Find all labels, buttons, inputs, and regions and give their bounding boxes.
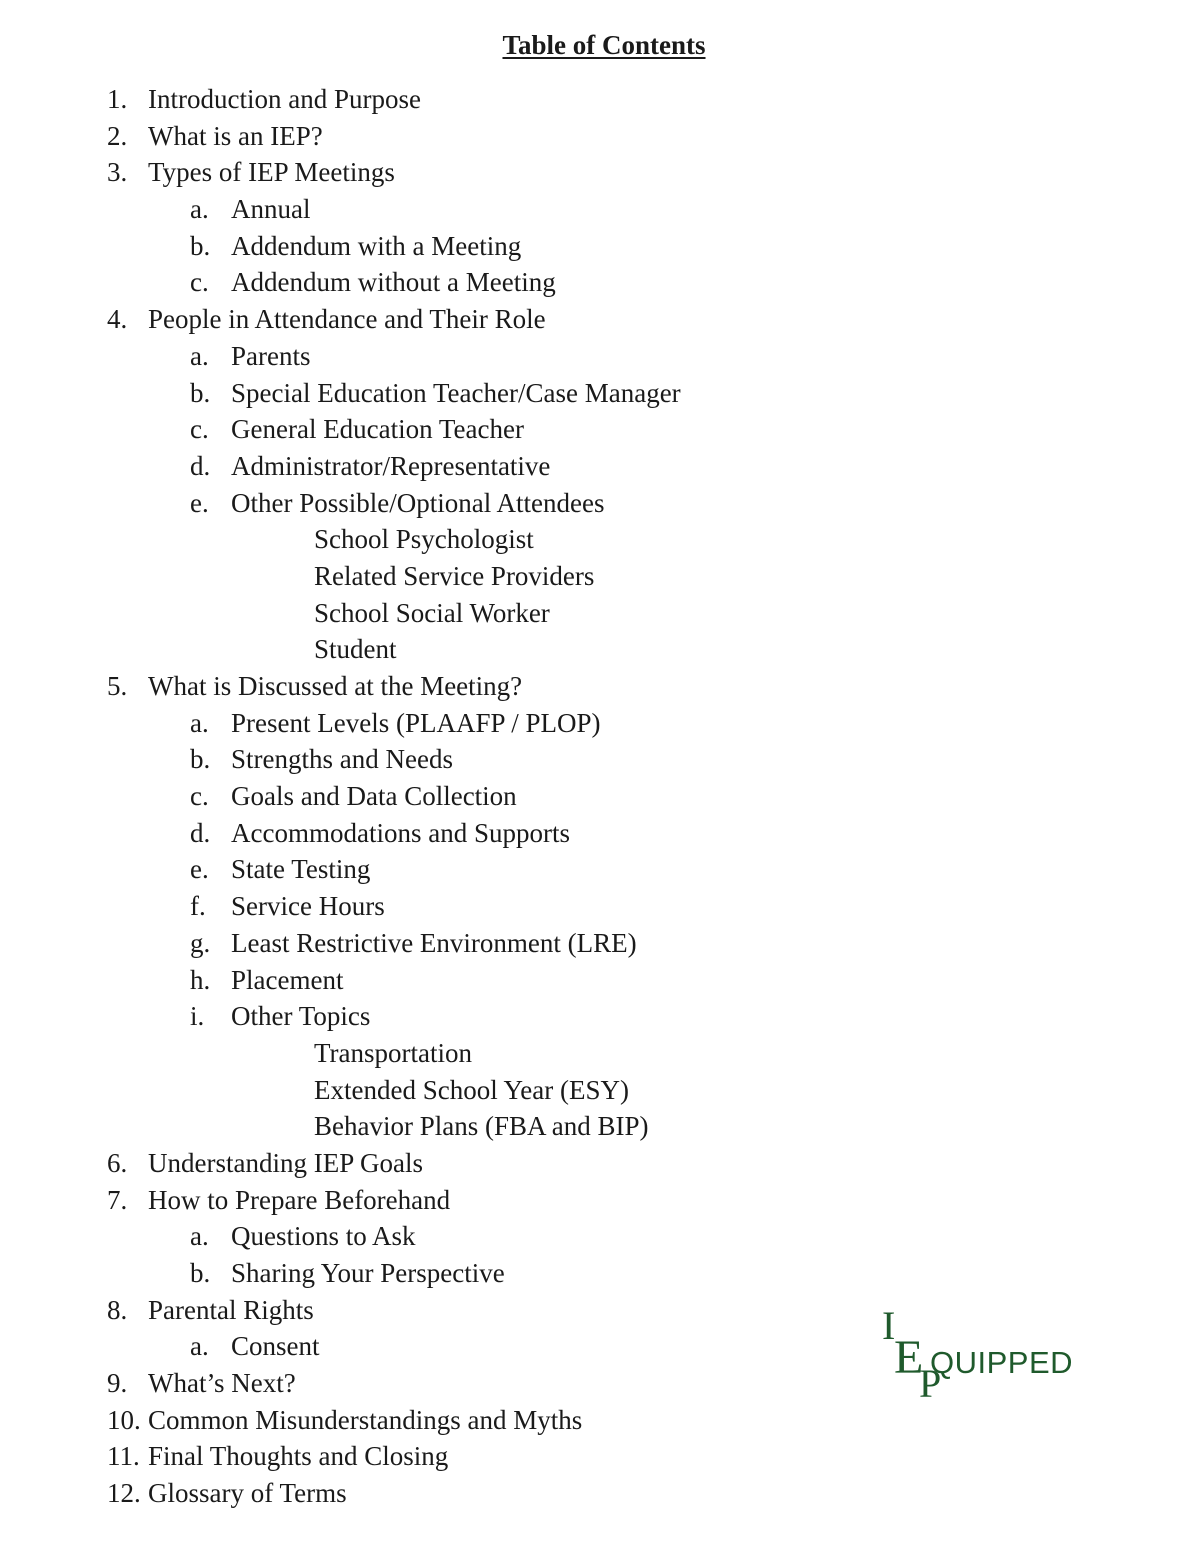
toc-entry — [0, 631, 900, 668]
toc-entry — [0, 705, 900, 742]
toc-entry-text: Glossary of Terms — [148, 1478, 347, 1509]
toc-entry — [0, 998, 900, 1035]
toc-entry-number: 12. — [107, 1478, 141, 1509]
logo-letter-i: I — [882, 1303, 896, 1348]
toc-entry — [0, 1328, 900, 1365]
toc-entry-text: Other Topics — [231, 1001, 371, 1032]
toc-list — [0, 81, 900, 1512]
toc-entry-text: Parents — [231, 340, 311, 371]
toc-entry-number: 1. — [107, 84, 128, 114]
toc-entry-text: Least Restrictive Environment (LRE) — [231, 927, 637, 958]
toc-entry — [0, 668, 900, 705]
toc-entry-text: Addendum with a Meeting — [231, 230, 522, 261]
toc-entry — [0, 375, 900, 412]
toc-entry-text: Extended School Year (ESY) — [314, 1074, 629, 1105]
logo-word-rest: QUIPPED — [930, 1345, 1074, 1380]
toc-entry-text: Goals and Data Collection — [231, 781, 517, 812]
toc-entry-text: Present Levels (PLAAFP / PLOP) — [231, 707, 601, 738]
toc-entry-number: 3. — [107, 157, 128, 188]
toc-entry — [0, 154, 900, 191]
toc-entry-text: Administrator/Representative — [231, 450, 551, 481]
toc-entry-number: f. — [190, 891, 206, 922]
toc-entry-text: Service Hours — [231, 891, 385, 922]
toc-entry-number: 5. — [107, 671, 128, 701]
toc-entry — [0, 1365, 900, 1402]
toc-entry-text: Consent — [231, 1331, 320, 1362]
toc-entry-number: 9. — [107, 1368, 128, 1399]
toc-entry-number: 11. — [107, 1441, 140, 1472]
toc-entry — [0, 1218, 900, 1255]
toc-entry-text: Strengths and Needs — [231, 744, 453, 775]
toc-entry-text: General Education Teacher — [231, 414, 524, 445]
toc-entry-number: b. — [190, 1258, 211, 1288]
toc-entry — [0, 521, 900, 558]
toc-entry — [0, 595, 900, 632]
toc-entry-text: School Social Worker — [314, 597, 550, 628]
toc-entry — [0, 1255, 900, 1292]
toc-entry — [0, 815, 900, 852]
toc-entry — [0, 411, 900, 448]
toc-entry-number: c. — [190, 781, 209, 812]
toc-entry-number: 7. — [107, 1184, 128, 1215]
toc-entry — [0, 1145, 900, 1182]
toc-entry — [0, 191, 900, 228]
toc-entry — [0, 338, 900, 375]
toc-entry — [0, 962, 900, 999]
toc-entry-text: What’s Next? — [148, 1368, 296, 1399]
toc-entry — [0, 118, 900, 155]
toc-entry — [0, 1035, 900, 1072]
toc-entry-text: What is an IEP? — [148, 120, 323, 151]
toc-entry — [0, 925, 900, 962]
toc-entry-text: Other Possible/Optional Attendees — [231, 487, 605, 518]
toc-entry — [0, 1108, 900, 1145]
toc-entry — [0, 778, 900, 815]
toc-entry-number: e. — [190, 487, 209, 518]
toc-entry-text: Understanding IEP Goals — [148, 1147, 423, 1178]
toc-entry — [0, 1438, 900, 1475]
toc-entry-number: 8. — [107, 1294, 128, 1325]
toc-entry-text: Parental Rights — [148, 1294, 314, 1325]
toc-entry — [0, 741, 900, 778]
toc-entry-text: Addendum without a Meeting — [231, 267, 556, 298]
toc-entry-text: Related Service Providers — [314, 560, 595, 591]
toc-entry-number: g. — [190, 927, 211, 958]
page-title: Table of Contents — [502, 30, 706, 60]
logo-letter-e: E — [894, 1331, 924, 1384]
toc-entry-text: Final Thoughts and Closing — [148, 1441, 449, 1472]
toc-entry-text: Types of IEP Meetings — [148, 157, 395, 188]
toc-entry-number: a. — [190, 194, 209, 225]
toc-entry — [0, 851, 900, 888]
toc-entry-number: a. — [190, 707, 209, 738]
toc-entry-text: Accommodations and Supports — [231, 817, 570, 848]
toc-entry-number: b. — [190, 230, 211, 261]
toc-entry-number: c. — [190, 267, 209, 298]
toc-entry-number: a. — [190, 1331, 209, 1362]
toc-entry-text: What is Discussed at the Meeting? — [148, 671, 523, 701]
toc-entry-number: 2. — [107, 120, 128, 151]
toc-entry — [0, 558, 900, 595]
toc-entry-number: e. — [190, 854, 209, 885]
toc-entry — [0, 1292, 900, 1329]
toc-entry-number: 6. — [107, 1147, 128, 1178]
toc-entry-text: Questions to Ask — [231, 1221, 416, 1252]
toc-entry — [0, 1072, 900, 1109]
toc-entry-text: Introduction and Purpose — [148, 84, 421, 114]
toc-entry-text: Student — [314, 634, 397, 665]
toc-entry-number: b. — [190, 377, 211, 408]
toc-entry — [0, 301, 900, 338]
toc-entry-number: 4. — [107, 304, 128, 335]
toc-entry-text: How to Prepare Beforehand — [148, 1184, 451, 1215]
toc-entry — [0, 264, 900, 301]
toc-entry — [0, 81, 900, 118]
toc-entry-number: a. — [190, 1221, 209, 1252]
toc-entry-text: Annual — [231, 194, 311, 225]
toc-entry-number: d. — [190, 817, 211, 848]
toc-entry-text: Common Misunderstandings and Myths — [148, 1404, 583, 1435]
toc-entry-number: i. — [190, 1001, 205, 1032]
toc-entry — [0, 228, 900, 265]
toc-entry — [0, 1402, 900, 1439]
toc-entry-number: a. — [190, 340, 209, 371]
toc-entry — [0, 448, 900, 485]
toc-entry — [0, 888, 900, 925]
iep-equipped-logo — [878, 1304, 1078, 1414]
toc-entry-text: State Testing — [231, 854, 371, 885]
toc-entry-number: d. — [190, 450, 211, 481]
toc-entry-text: School Psychologist — [314, 524, 534, 555]
toc-entry-text: Transportation — [314, 1037, 473, 1068]
toc-entry — [0, 1182, 900, 1219]
toc-entry-number: 10. — [107, 1404, 141, 1435]
toc-entry-text: Behavior Plans (FBA and BIP) — [314, 1111, 649, 1142]
toc-entry-text: People in Attendance and Their Role — [148, 304, 546, 335]
toc-entry-text: Special Education Teacher/Case Manager — [231, 377, 681, 408]
toc-entry — [0, 485, 900, 522]
toc-entry-text: Sharing Your Perspective — [231, 1258, 505, 1288]
toc-entry — [0, 1475, 900, 1512]
toc-entry-number: h. — [190, 964, 211, 995]
toc-entry-number: b. — [190, 744, 211, 775]
toc-entry-number: c. — [190, 414, 209, 445]
toc-entry-text: Placement — [231, 964, 344, 995]
logo-letter-p: P — [919, 1361, 942, 1406]
